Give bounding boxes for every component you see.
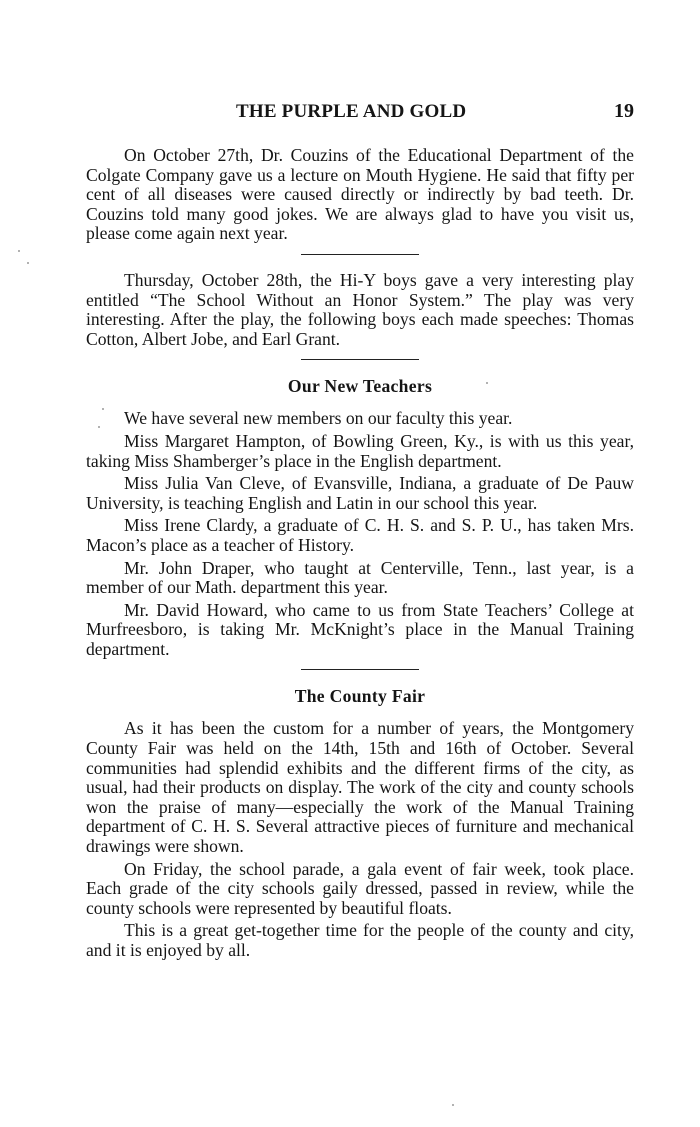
paragraph-get-together: This is a great get-together time for the people of the county and city, and it is enjoyed by all. <box>86 920 634 960</box>
paragraph-new-faculty-intro: We have several new members on our faculty this year. <box>124 408 513 429</box>
heading-our-new-teachers: Our New Teachers <box>287 376 433 397</box>
paragraph-teacher-clardy: Miss Irene Clardy, a graduate of C. H. S. and S. P. U., has taken Mrs. Macon’s place as a teacher of History. <box>86 515 634 555</box>
paragraph-teacher-draper: Mr. John Draper, who taught at Centerville, Tenn., last year, is a member of our Math. department this year. <box>86 557 634 598</box>
scan-speck <box>98 426 100 428</box>
section-divider <box>301 669 419 670</box>
paragraph-teacher-hampton: Miss Margaret Hampton, of Bowling Green, Ky., is with us this year, taking Miss Shamberger’s place in the English department. <box>86 430 634 471</box>
section-divider <box>301 254 419 255</box>
paragraph-teacher-howard: Mr. David Howard, who came to us from State Teachers’ College at Murfreesboro, is taking Mr. McKnight’s place in the Manual Training department. <box>86 599 634 659</box>
section-divider <box>301 359 419 360</box>
paragraph-hi-y-play: Thursday, October 28th, the Hi-Y boys gave a very interesting play entitled “The School Without an Honor System.” The play was very interesting. After the play, the following boys each made speeches: Thomas Cotton, Albert Jobe, and Earl Grant. <box>86 269 634 349</box>
page-number: 19 <box>614 100 634 122</box>
body-text <box>86 146 634 961</box>
paragraph-school-parade: On Friday, the school parade, a gala event of fair week, took place. Each grade of the city schools gaily dressed, passed in review, while the county schools were represented by beautiful floats. <box>86 858 634 918</box>
paragraph-mouth-hygiene-lecture: On October 27th, Dr. Couzins of the Educational Department of the Colgate Company gave us a lecture on Mouth Hygiene. He said that fifty per cent of all diseases were caused directly or indirectly by bad teeth. Dr. Couzins told many good jokes. We are always glad to have you visit us, please come again next year. <box>86 145 634 244</box>
scan-speck <box>102 408 104 410</box>
paragraph-teacher-van-cleve: Miss Julia Van Cleve, of Evansville, Indiana, a graduate of De Pauw University, is teaching English and Latin in our school this year. <box>86 473 634 513</box>
scan-speck <box>486 382 488 384</box>
scan-speck <box>452 1104 454 1106</box>
running-title: THE PURPLE AND GOLD <box>236 101 467 122</box>
heading-county-fair: The County Fair <box>294 686 426 707</box>
scan-speck <box>18 250 20 252</box>
paragraph-county-fair-exhibits: As it has been the custom for a number of years, the Montgomery County Fair was held on the 14th, 15th and 16th of October. Several communities had splendid exhibits and the different firms of the city, as usual, had their products on display. The work of the city and county schools won the praise of many—especially the work of the Manual Training department of C. H. S. Several attractive pieces of furniture and mechanical drawings were shown. <box>86 718 634 857</box>
scan-speck <box>27 262 29 264</box>
